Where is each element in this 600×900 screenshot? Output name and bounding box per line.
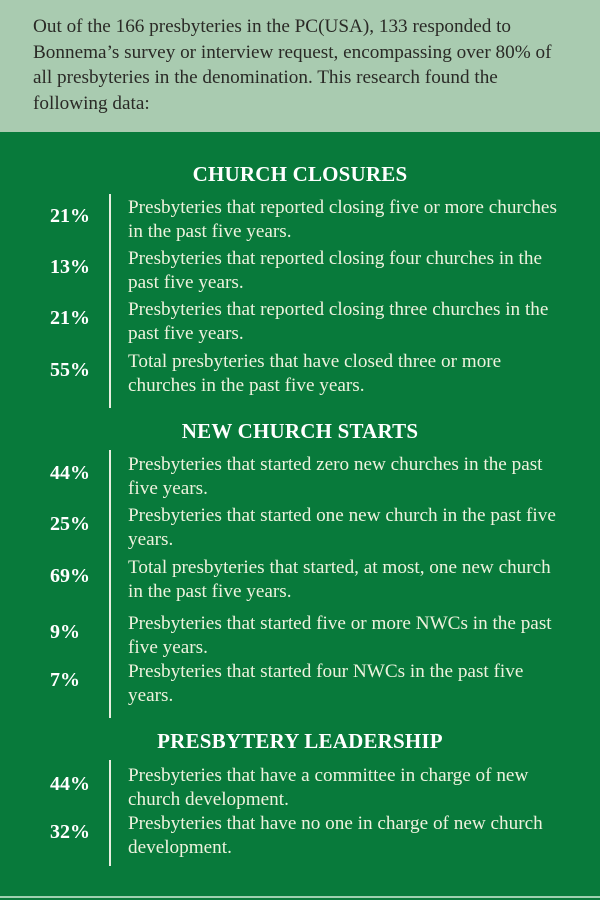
stat-description: Presbyteries that have a committee in charge of new church development.: [128, 765, 529, 810]
divider-church-closures: [109, 194, 111, 408]
stat-percent: 32%: [50, 821, 90, 843]
section-title-presbytery-leadership: PRESBYTERY LEADERSHIP: [157, 729, 443, 753]
stat-percent: 21%: [50, 205, 90, 227]
stat-description: Presbyteries that reported closing four churches in the past five years.: [128, 248, 543, 293]
stat-percent: 44%: [50, 773, 90, 795]
stat-percent: 25%: [50, 513, 90, 535]
divider-new-church-starts: [109, 450, 111, 718]
section-title-new-church-starts: NEW CHURCH STARTS: [181, 419, 419, 443]
stat-description: Total presbyteries that have closed three or more churches in the past five years.: [128, 351, 502, 396]
stat-description: Presbyteries that reported closing five or more churches in the past five years.: [128, 197, 557, 242]
bottom-border: [0, 896, 600, 898]
stat-description: Presbyteries that reported closing three churches in the past five years.: [128, 299, 549, 344]
stat-description: Presbyteries that started one new church in the past five years.: [128, 505, 556, 550]
stat-percent: 55%: [50, 359, 90, 381]
section-title-church-closures: CHURCH CLOSURES: [192, 162, 408, 186]
stat-description: Presbyteries that started five or more NWCs in the past five years.: [128, 613, 552, 658]
stat-percent: 7%: [50, 669, 80, 691]
intro-text: Out of the 166 presbyteries in the PC(USA), 133 responded to Bonnema’s survey or interview request, encompassing over 80% of all presbyteries in the denomination. This research found the following data:: [33, 16, 552, 114]
stat-percent: 44%: [50, 462, 90, 484]
stat-percent: 9%: [50, 621, 80, 643]
stat-percent: 13%: [50, 256, 90, 278]
data-panel: [0, 132, 600, 898]
divider-presbytery-leadership: [109, 760, 111, 866]
stat-description: Total presbyteries that started, at most, one new church in the past five years.: [128, 557, 551, 602]
stat-description: Presbyteries that started four NWCs in the past five years.: [128, 661, 524, 706]
stat-description: Presbyteries that have no one in charge of new church development.: [128, 813, 543, 858]
stat-percent: 21%: [50, 307, 90, 329]
stat-description: Presbyteries that started zero new churches in the past five years.: [128, 454, 543, 499]
intro-block: [0, 0, 600, 132]
stat-percent: 69%: [50, 565, 90, 587]
